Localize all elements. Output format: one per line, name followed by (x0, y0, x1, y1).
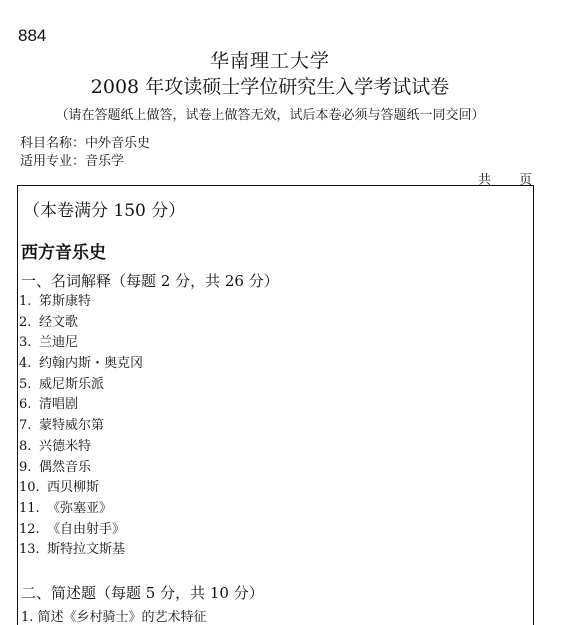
term-text: 西贝柳斯 (47, 480, 100, 496)
term-item (19, 540, 143, 561)
term-text: 偶然音乐 (39, 459, 92, 475)
term-number: 8. (19, 438, 32, 454)
term-item (19, 520, 143, 541)
page-count: 共 页 (478, 173, 533, 188)
term-text: 笫斯康特 (39, 294, 92, 309)
applicable-major: 适用专业：音乐学 (20, 154, 125, 169)
term-item (19, 437, 143, 458)
term-item (19, 333, 143, 354)
part1-title: 一、名词解释（每题 2 分，共 26 分） (21, 272, 279, 290)
term-item (19, 292, 143, 313)
term-item (19, 375, 143, 396)
subject-name: 科目名称：中外音乐史 (20, 136, 151, 151)
term-item (19, 478, 143, 499)
term-text: 兰迪尼 (39, 335, 79, 351)
term-item (19, 499, 143, 520)
term-text: 约翰内斯・奥克冈 (39, 356, 144, 372)
university-name: 华南理工大学 (209, 50, 330, 72)
term-number: 10. (19, 480, 40, 496)
term-item (19, 395, 143, 416)
term-number: 11. (19, 500, 40, 516)
term-text: 兴德米特 (39, 438, 92, 454)
term-number: 1. (19, 294, 32, 309)
term-list (19, 292, 143, 561)
term-item (19, 313, 143, 334)
exam-code: 884 (18, 26, 47, 45)
term-number: 9. (19, 459, 32, 475)
term-number: 12. (19, 521, 40, 537)
exam-instructions: （请在答题纸上做答，试卷上做答无效，试后本卷必须与答题纸一同交回） (55, 108, 485, 123)
part2-title: 二、简述题（每题 5 分，共 10 分） (21, 584, 264, 602)
term-number: 5. (19, 376, 32, 392)
term-number: 4. (19, 356, 32, 372)
term-text: 威尼斯乐派 (39, 376, 105, 392)
term-item (19, 458, 143, 479)
term-text: 《自由射手》 (47, 521, 126, 537)
term-text: 斯特拉文斯基 (47, 542, 126, 558)
term-text: 《弥塞亚》 (47, 500, 113, 516)
exam-title: 2008 年攻读硕士学位研究生入学考试试卷 (90, 76, 450, 98)
term-number: 13. (19, 542, 40, 558)
term-number: 2. (19, 314, 32, 330)
exam-content-box (17, 185, 534, 625)
term-number: 6. (19, 397, 32, 413)
part2-question: 1. 简述《乡村骑士》的艺术特征 (21, 610, 207, 625)
term-item (19, 354, 143, 375)
term-item (19, 416, 143, 437)
term-text: 蒙特威尔第 (39, 418, 105, 434)
term-number: 7. (19, 418, 32, 434)
term-number: 3. (19, 335, 32, 351)
term-text: 清唱剧 (39, 397, 79, 413)
total-score: （本卷满分 150 分） (23, 201, 186, 221)
term-text: 经文歌 (39, 314, 79, 330)
section-title: 西方音乐史 (21, 243, 106, 263)
